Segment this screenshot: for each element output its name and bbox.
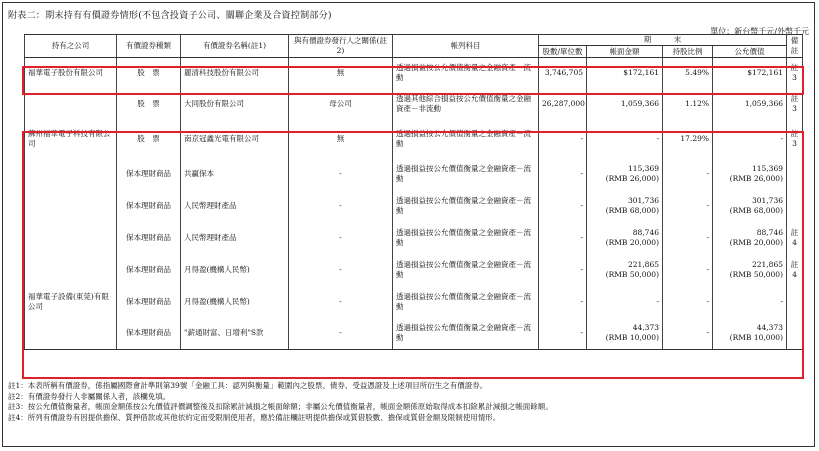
cell-account-text: 透過損益按公允價值衡量之金融資產－流動 — [396, 62, 531, 82]
cell-account-text: 透過其他綜合損益按公允價值衡量之金融資產－非流動 — [396, 93, 531, 113]
cell-ratio-text: - — [706, 200, 709, 210]
cell-type-text: 股 票 — [137, 133, 160, 143]
cell-holder — [25, 58, 117, 88]
cell-shares-text: - — [580, 328, 583, 338]
cell-remark — [787, 254, 803, 286]
cell-remark-text: 註4 — [790, 259, 799, 279]
cell-fair-value — [713, 318, 787, 350]
cell-book-value — [587, 222, 663, 254]
cell-shares — [539, 158, 587, 190]
cell-account-text: 透過損益按公允價值衡量之金融資產－流動 — [396, 227, 531, 247]
cell-fair-value-text: 221,865 — [751, 259, 783, 269]
cell-name — [181, 158, 289, 190]
cell-book-value — [587, 58, 663, 88]
cell-remark — [787, 120, 803, 158]
table-row — [25, 88, 803, 120]
cell-holder — [25, 120, 117, 158]
cell-account — [393, 254, 539, 286]
cell-remark-text: 註3 — [790, 62, 799, 82]
cell-name — [181, 222, 289, 254]
cell-book-value-text: 44,373 — [632, 323, 659, 333]
header-fair-value: 公允價值 — [713, 46, 787, 58]
cell-fair-value-text: 88,746 — [756, 227, 783, 237]
cell-relation — [289, 222, 393, 254]
cell-book-value — [587, 318, 663, 350]
cell-fair-value-text: 1,059,366 — [744, 98, 783, 108]
cell-book-value-text: - — [656, 296, 659, 306]
cell-shares-text: 26,287,000 — [542, 98, 585, 108]
cell-name — [181, 58, 289, 88]
cell-ratio-text: - — [706, 232, 709, 242]
cell-relation — [289, 158, 393, 190]
cell-type — [117, 286, 181, 318]
cell-ratio-text: 1.12% — [685, 98, 709, 108]
cell-book-value — [587, 190, 663, 222]
cell-shares — [539, 120, 587, 158]
cell-relation-text: 母公司 — [329, 98, 352, 108]
header-holder: 持有之公司 — [25, 35, 117, 58]
cell-remark — [787, 158, 803, 190]
table-row — [25, 158, 803, 190]
header-book-value: 帳面金額 — [587, 46, 663, 58]
header-name: 有價證券名稱(註1) — [181, 35, 289, 58]
cell-book-value-text: 88,746 — [632, 227, 659, 237]
cell-type-text: 股 票 — [137, 98, 160, 108]
cell-fair-value-foreign: (RMB 10,000) — [729, 333, 783, 343]
cell-account — [393, 318, 539, 350]
cell-remark-text: 註3 — [790, 128, 799, 148]
header-remark: 備註 — [787, 35, 803, 58]
table-row — [25, 222, 803, 254]
cell-relation — [289, 286, 393, 318]
cell-name — [181, 286, 289, 318]
table-row — [25, 254, 803, 286]
cell-book-value-foreign: (RMB 20,000) — [605, 237, 659, 247]
cell-type — [117, 222, 181, 254]
cell-type — [117, 120, 181, 158]
cell-name-text: 大同股份有限公司 — [184, 98, 244, 108]
cell-book-value — [587, 254, 663, 286]
cell-name-text: 月得盈(機構人民幣) — [184, 296, 250, 306]
cell-ratio — [663, 158, 713, 190]
cell-shares — [539, 58, 587, 88]
cell-relation-text: - — [339, 232, 342, 242]
cell-type-text: 保本理財商品 — [126, 232, 171, 242]
cell-name — [181, 120, 289, 158]
cell-remark — [787, 88, 803, 120]
cell-book-value-text: 301,736 — [627, 195, 659, 205]
cell-account — [393, 158, 539, 190]
cell-holder-text: 蘇州福華電子科技有限公司 — [28, 128, 111, 148]
cell-fair-value-text: $172,161 — [747, 67, 783, 77]
header-shares: 股數/單位數 — [539, 46, 587, 58]
cell-ratio-text: - — [706, 264, 709, 274]
cell-holder — [25, 318, 117, 350]
cell-name-text: "薪通財富、日增利"S款 — [184, 328, 264, 338]
header-account: 帳列科目 — [393, 35, 539, 58]
cell-shares-text: - — [580, 200, 583, 210]
cell-ratio — [663, 58, 713, 88]
cell-account — [393, 286, 539, 318]
securities-table — [24, 34, 803, 350]
cell-account-text: 透過損益按公允價值衡量之金融資產－流動 — [396, 128, 531, 148]
cell-ratio-text: - — [706, 296, 709, 306]
cell-holder — [25, 254, 117, 286]
cell-relation-text: - — [339, 168, 342, 178]
cell-holder — [25, 222, 117, 254]
cell-account-text: 透過損益按公允價值衡量之金融資產－流動 — [396, 163, 531, 183]
cell-relation — [289, 88, 393, 120]
cell-book-value-text: 115,369 — [627, 163, 659, 173]
cell-type — [117, 318, 181, 350]
cell-ratio-text: 5.49% — [685, 67, 709, 77]
cell-fair-value-foreign: (RMB 68,000) — [729, 205, 783, 215]
cell-remark — [787, 286, 803, 318]
cell-remark — [787, 58, 803, 88]
cell-ratio-text: 17.29% — [680, 133, 709, 143]
cell-book-value-text: 1,059,366 — [620, 98, 659, 108]
header-period-end: 期 末 — [539, 35, 787, 46]
cell-fair-value-text: - — [780, 296, 783, 306]
table-row — [25, 318, 803, 350]
cell-relation-text: 無 — [336, 133, 345, 143]
page-title: 附表二：期末持有有價證券情形(不包含投資子公司、關聯企業及合資控制部分) — [8, 11, 332, 21]
cell-name — [181, 318, 289, 350]
cell-fair-value-foreign: (RMB 50,000) — [729, 269, 783, 279]
cell-name-text: 人民幣理財產品 — [184, 232, 237, 242]
cell-book-value-foreign: (RMB 68,000) — [605, 205, 659, 215]
cell-holder — [25, 158, 117, 190]
note-1: 註1：本表所稱有價證券，係指屬國際會計準則第39號「金融工具：認列與衡量」範圍內之股票、債券、受益憑證及上述項目所衍生之有價證券。 — [8, 381, 488, 390]
note-3: 註3：按公允價值衡量者，帳面金額係按公允價值評價調整後及扣除累計減損之帳面餘額；非屬公允價值衡量者，帳面金額係原始取得成本扣除累計減損之帳面餘額。 — [8, 402, 553, 411]
cell-type — [117, 190, 181, 222]
table-row — [25, 286, 803, 318]
cell-book-value — [587, 286, 663, 318]
cell-remark-text: 註4 — [790, 227, 799, 247]
cell-name-text: 南京冠鑫光電有限公司 — [184, 133, 259, 143]
cell-account — [393, 120, 539, 158]
cell-book-value-foreign: (RMB 26,000) — [605, 173, 659, 183]
cell-relation — [289, 318, 393, 350]
cell-fair-value — [713, 120, 787, 158]
cell-account-text: 透過損益按公允價值衡量之金融資產－流動 — [396, 291, 531, 311]
note-2: 註2：有價證券發行人非屬關係人者，該欄免填。 — [8, 391, 171, 401]
cell-relation — [289, 254, 393, 286]
cell-ratio — [663, 222, 713, 254]
cell-type — [117, 254, 181, 286]
cell-book-value-foreign: (RMB 10,000) — [605, 333, 659, 343]
cell-remark — [787, 318, 803, 350]
cell-book-value-text: $172,161 — [623, 67, 659, 77]
cell-relation-text: - — [339, 264, 342, 274]
cell-ratio — [663, 190, 713, 222]
cell-name — [181, 190, 289, 222]
cell-shares-text: 3,746,705 — [544, 67, 583, 77]
cell-name — [181, 88, 289, 120]
header-type: 有價證券種類 — [117, 35, 181, 58]
cell-fair-value-foreign: (RMB 26,000) — [729, 173, 783, 183]
cell-ratio — [663, 318, 713, 350]
cell-book-value-foreign: (RMB 50,000) — [605, 269, 659, 279]
cell-account-text: 透過損益按公允價值衡量之金融資產－流動 — [396, 323, 531, 343]
cell-fair-value-text: 301,736 — [751, 195, 783, 205]
cell-type — [117, 88, 181, 120]
cell-remark — [787, 190, 803, 222]
cell-shares — [539, 190, 587, 222]
cell-type-text: 保本理財商品 — [126, 296, 171, 306]
cell-type-text: 保本理財商品 — [126, 200, 171, 210]
cell-account — [393, 190, 539, 222]
cell-holder — [25, 88, 117, 120]
cell-type — [117, 58, 181, 88]
cell-name-text: 麗清科技股份有限公司 — [184, 67, 259, 77]
cell-shares-text: - — [580, 133, 583, 143]
table-row — [25, 190, 803, 222]
cell-ratio — [663, 120, 713, 158]
cell-shares — [539, 222, 587, 254]
cell-ratio — [663, 286, 713, 318]
cell-book-value — [587, 88, 663, 120]
cell-account-text: 透過損益按公允價值衡量之金融資產－流動 — [396, 195, 531, 215]
cell-fair-value — [713, 222, 787, 254]
table-row — [25, 120, 803, 158]
cell-book-value-text: 221,865 — [627, 259, 659, 269]
header-relation: 與有價證券發行人之關係(註2) — [289, 35, 393, 58]
cell-book-value — [587, 120, 663, 158]
cell-relation-text: - — [339, 328, 342, 338]
cell-remark-text: 註3 — [790, 93, 799, 113]
cell-account — [393, 88, 539, 120]
cell-type-text: 保本理財商品 — [126, 264, 171, 274]
cell-account-text: 透過損益按公允價值衡量之金融資產－流動 — [396, 259, 531, 279]
cell-ratio — [663, 88, 713, 120]
cell-fair-value — [713, 254, 787, 286]
cell-name-text: 人民幣理財產品 — [184, 200, 237, 210]
cell-holder — [25, 286, 117, 318]
cell-fair-value-text: 115,369 — [751, 163, 783, 173]
cell-relation-text: 無 — [336, 67, 345, 77]
cell-ratio-text: - — [706, 328, 709, 338]
cell-shares — [539, 318, 587, 350]
cell-relation — [289, 58, 393, 88]
cell-name-text: 月得盈(機構人民幣) — [184, 264, 250, 274]
cell-relation — [289, 190, 393, 222]
cell-fair-value-text: - — [780, 133, 783, 143]
table-row — [25, 58, 803, 88]
notes — [8, 381, 808, 423]
cell-ratio-text: - — [706, 168, 709, 178]
cell-remark — [787, 222, 803, 254]
cell-fair-value — [713, 190, 787, 222]
cell-relation-text: - — [339, 200, 342, 210]
cell-account — [393, 222, 539, 254]
cell-fair-value — [713, 58, 787, 88]
cell-type-text: 保本理財商品 — [126, 168, 171, 178]
note-4: 註4：所列有價證券有因提供擔保、質押借款或其他依約定而受限制使用者，應於備註欄註明提供擔保或質借股數、擔保或質借金額及限制使用情形。 — [8, 412, 501, 422]
header-ratio: 持股比例 — [663, 46, 713, 58]
cell-type-text: 股 票 — [137, 67, 160, 77]
cell-shares — [539, 88, 587, 120]
cell-account — [393, 58, 539, 88]
cell-book-value-text: - — [656, 133, 659, 143]
cell-fair-value — [713, 286, 787, 318]
cell-type — [117, 158, 181, 190]
cell-ratio — [663, 254, 713, 286]
cell-fair-value-text: 44,373 — [756, 323, 783, 333]
cell-shares — [539, 254, 587, 286]
cell-type-text: 保本理財商品 — [126, 328, 171, 338]
cell-relation-text: - — [339, 296, 342, 306]
cell-relation — [289, 120, 393, 158]
cell-holder-text: 福華電子設備(東莞)有限公司 — [28, 291, 109, 311]
table-body — [25, 58, 803, 350]
cell-shares-text: - — [580, 296, 583, 306]
cell-name — [181, 254, 289, 286]
cell-shares-text: - — [580, 264, 583, 274]
cell-fair-value — [713, 88, 787, 120]
cell-name-text: 共贏保本 — [184, 168, 214, 178]
cell-shares-text: - — [580, 168, 583, 178]
cell-shares-text: - — [580, 232, 583, 242]
cell-book-value — [587, 158, 663, 190]
unit-label: 單位：新台幣千元/外幣千元 — [710, 27, 809, 36]
cell-shares — [539, 286, 587, 318]
cell-holder-text: 福華電子股份有限公司 — [28, 67, 103, 77]
cell-fair-value — [713, 158, 787, 190]
cell-fair-value-foreign: (RMB 20,000) — [729, 237, 783, 247]
cell-holder — [25, 190, 117, 222]
